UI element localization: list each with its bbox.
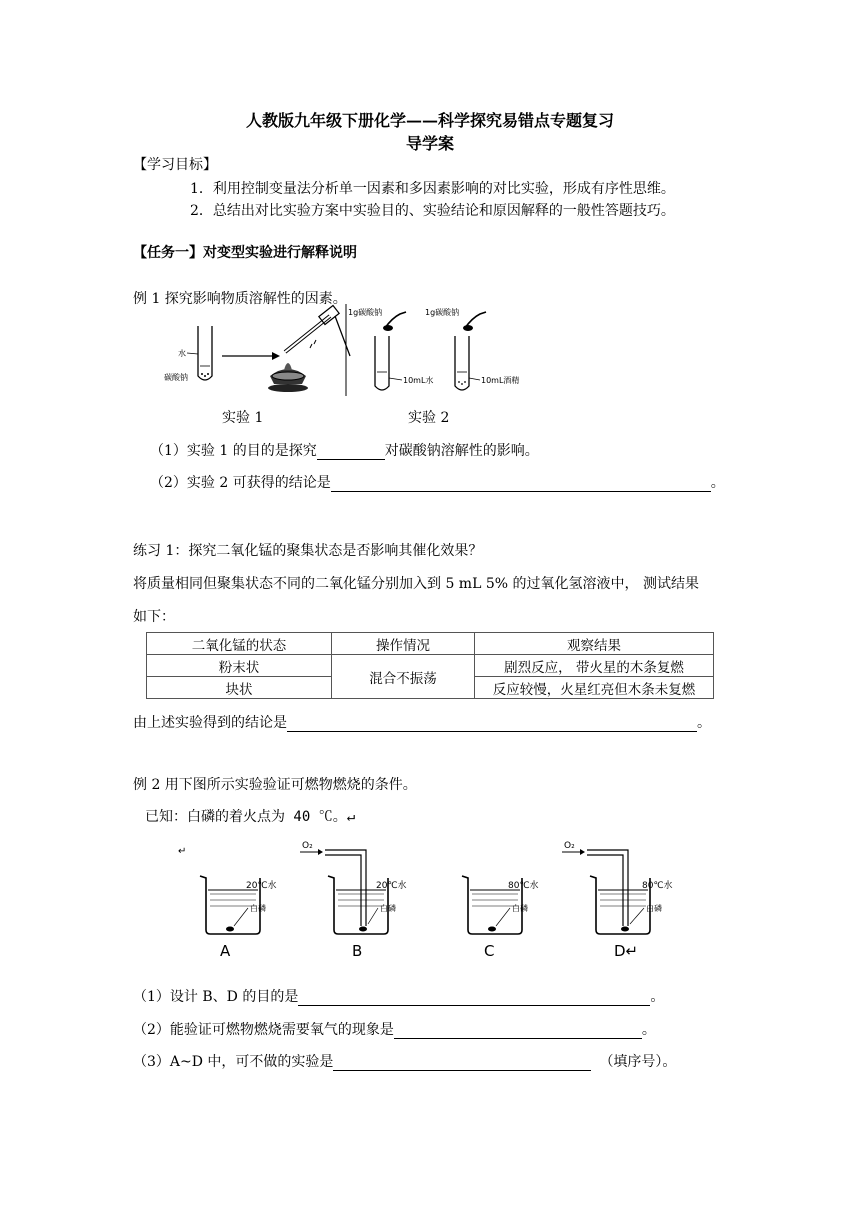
answer-blank[interactable] — [298, 991, 650, 1006]
known-condition: 已知：白磷的着火点为 40 ℃。↵ — [145, 809, 356, 825]
beaker-label: C — [484, 942, 495, 960]
answer-blank[interactable] — [333, 1056, 591, 1071]
spatula-icon — [463, 312, 486, 331]
example1-title: 例 1 探究影响物质溶解性的因素。 — [133, 291, 347, 307]
goal-item-2: 2．总结出对比实验方案中实验目的、实验结论和原因解释的一般性答题技巧。 — [190, 203, 675, 219]
temp-label: 20℃水 — [376, 881, 407, 891]
label-add-2: 1g碳酸钠 — [425, 308, 460, 317]
temp-label: 80℃水 — [508, 881, 539, 891]
table-cell: 混合不振荡 — [332, 655, 475, 699]
table-cell: 块状 — [147, 677, 332, 699]
example2-q1: （1）设计 B、D 的目的是 。 — [133, 989, 665, 1005]
temp-label: 20℃水 — [246, 881, 277, 891]
table-cell: 反应较慢，火星红亮但木条未复燃 — [475, 677, 714, 699]
table-header-row — [147, 633, 714, 655]
label-add-1: 1g碳酸钠 — [348, 308, 383, 317]
arrow-right-icon — [222, 352, 280, 360]
beaker-label: B — [352, 942, 363, 960]
answer-blank[interactable] — [317, 445, 385, 460]
temp-label: 80℃水 — [642, 881, 673, 891]
table-header: 二氧化锰的状态 — [147, 633, 332, 655]
table-header: 操作情况 — [332, 633, 475, 655]
page-title: 人教版九年级下册化学——科学探究易错点专题复习 — [245, 111, 614, 130]
heating-apparatus-icon — [268, 306, 350, 392]
o2-label: O₂ — [564, 841, 575, 851]
goal-item-1: 1．利用控制变量法分析单一因素和多因素影响的对比实验，形成有序性思维。 — [190, 181, 675, 197]
example1-q2: （2）实验 2 可获得的结论是 。 — [150, 475, 725, 491]
phosphorus-label: 白磷 — [250, 904, 266, 913]
example2-q3: （3）A~D 中，可不做的实验是 （填序号）。 — [133, 1054, 677, 1070]
answer-blank[interactable] — [331, 477, 711, 492]
table-header: 观察结果 — [475, 633, 714, 655]
example2-title: 例 2 用下图所示实验验证可燃物燃烧的条件。 — [133, 777, 417, 793]
answer-blank[interactable] — [394, 1024, 642, 1039]
page-subtitle: 导学案 — [405, 134, 454, 153]
test-tube-icon — [455, 336, 469, 390]
practice1-desc-cont: 如下： — [133, 609, 175, 625]
gas-tube-icon — [325, 850, 366, 926]
table-cell: 剧烈反应， 带火星的木条复燃 — [475, 655, 714, 677]
beaker-icon — [590, 876, 650, 934]
spatula-icon — [383, 312, 406, 331]
table-cell: 粉末状 — [147, 655, 332, 677]
example2-q2: （2）能验证可燃物燃烧需要氧气的现象是 。 — [133, 1022, 656, 1038]
table-row — [147, 655, 714, 677]
phosphorus-label: 白磷 — [380, 904, 396, 913]
goals-heading: 【学习目标】 — [133, 157, 217, 173]
label-alcohol-10ml: 10mL酒精 — [481, 376, 520, 385]
practice1-conclusion: 由上述实验得到的结论是 。 — [133, 715, 711, 731]
answer-blank[interactable] — [287, 717, 697, 732]
practice1-title: 练习 1：探究二氧化锰的聚集状态是否影响其催化效果？ — [133, 543, 483, 559]
phosphorus-label: 白磷 — [512, 904, 528, 913]
example1-q1: （1）实验 1 的目的是探究 对碳酸钠溶解性的影响。 — [150, 443, 539, 459]
gas-tube-icon — [587, 850, 628, 926]
svg-text:↵: ↵ — [178, 846, 187, 857]
example2-figure — [170, 834, 710, 962]
label-water: 水 — [178, 349, 186, 358]
example1-figure — [160, 304, 540, 404]
o2-label: O₂ — [302, 841, 313, 851]
results-table — [146, 632, 714, 699]
phosphorus-label: 白磷 — [646, 904, 662, 913]
label-water-10ml: 10mL水 — [403, 376, 434, 385]
beaker-label: D↵ — [614, 942, 639, 960]
test-tube-icon — [375, 336, 389, 390]
task1-heading: 【任务一】对变型实验进行解释说明 — [133, 245, 357, 261]
label-na2co3: 碳酸钠 — [164, 373, 188, 382]
practice1-desc: 将质量相同但聚集状态不同的二氧化锰分别加入到 5 mL 5% 的过氧化氢溶液中， 测试结果 — [133, 576, 699, 592]
caption-exp2: 实验 2 — [408, 410, 450, 426]
beaker-label: A — [220, 942, 231, 960]
test-tube-icon — [198, 326, 212, 380]
caption-exp1: 实验 1 — [222, 410, 264, 426]
